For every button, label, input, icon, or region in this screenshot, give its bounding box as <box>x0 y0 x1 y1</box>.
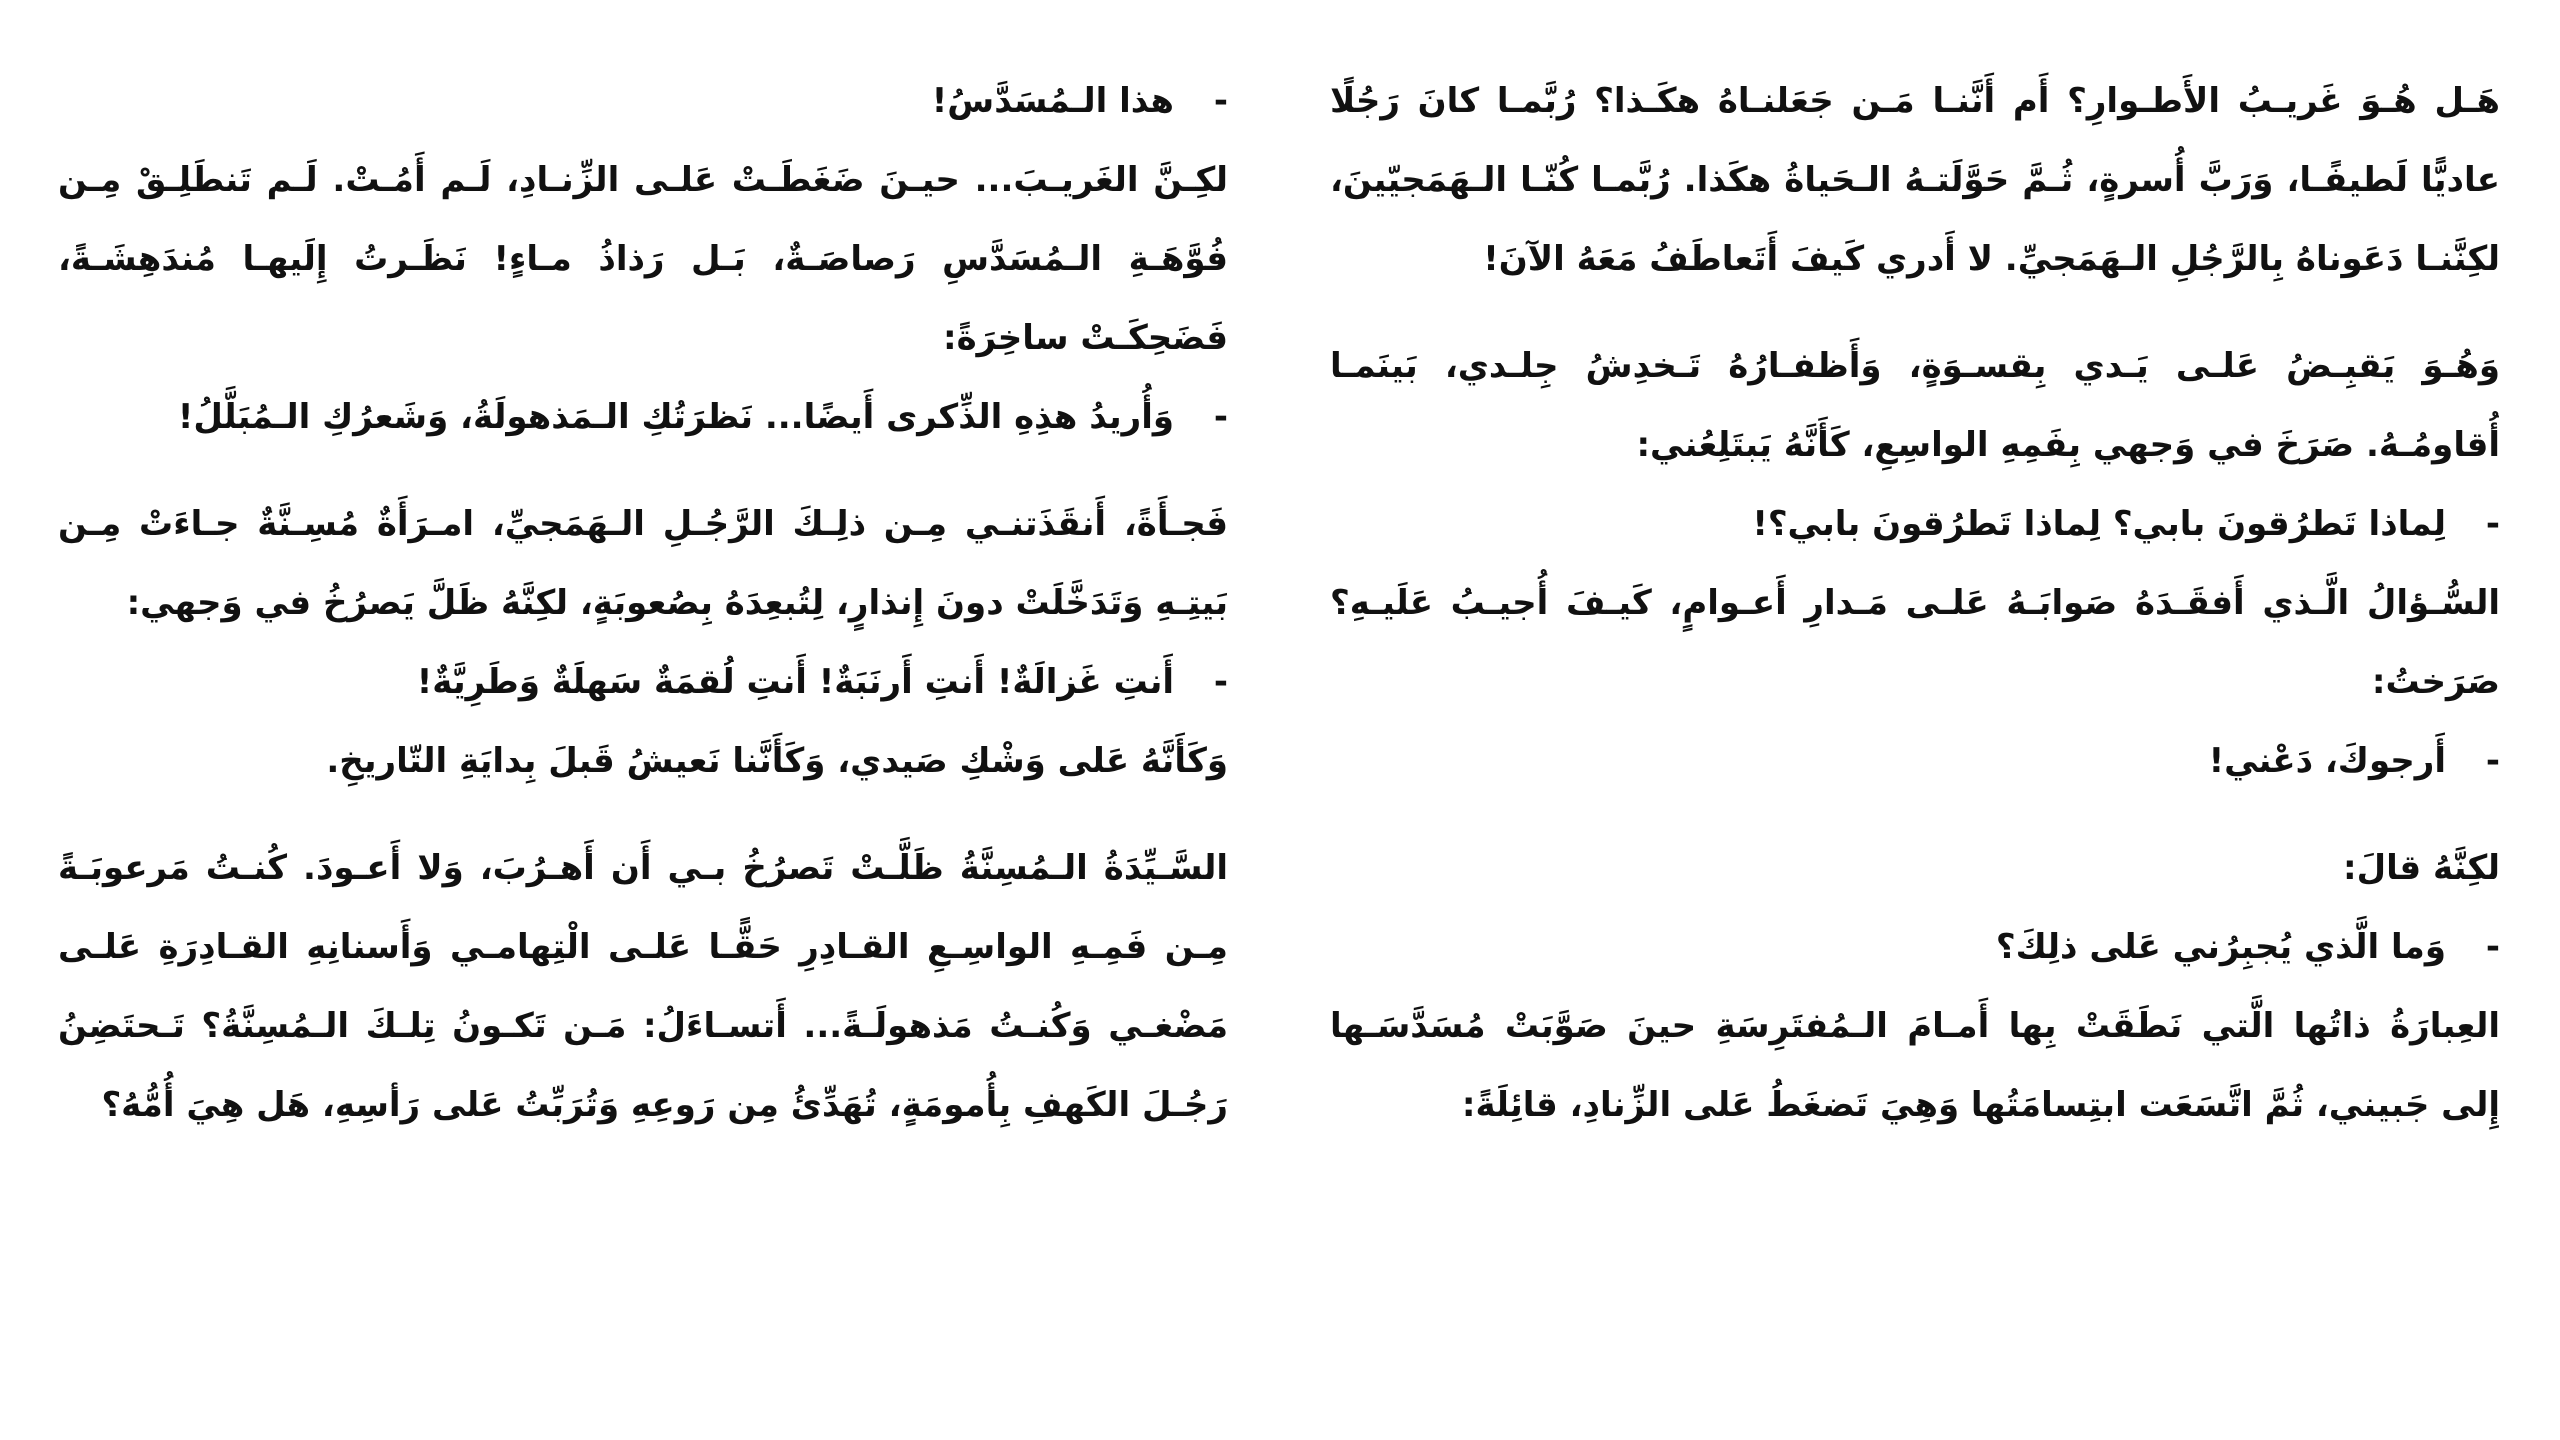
paragraph: السَّـيِّدَةُ الـمُسِنَّةُ ظَلَّـتْ تَصرُخُ بـي أَن أَهـرُبَ، وَلا أَعـودَ. كُنـتُ مَرعوبَـةً مِـن فَمِـهِ الواسِـعِ القـادِرِ حَقًّـا عَلـى الْتِهامـي وَأَسنانِهِ القـادِرَةِ عَلـى مَضْغـي وَكُنـتُ مَذهولَـةً... أَتسـاءَلُ: مَـن تَكـونُ تِلـكَ الـمُسِنَّةُ؟ تَـحتَضِنُ رَجُـلَ الكَهفِ بِأُمومَةٍ، تُهَدِّئُ مِن رَوعِهِ وَتُرَبِّتُ عَلى رَأسِهِ، هَل هِيَ أُمُّهُ؟ <box>58 848 1228 1125</box>
dialogue-line: - وَما الَّذي يُجبِرُني عَلى ذلِكَ؟ <box>1330 908 2500 987</box>
paragraph: لكِـنَّ الغَريـبَ... حيـنَ ضَغَطَـتْ عَلـى الزِّنـادِ، لَـم أَمُـتْ. لَـم تَنطَلِـقْ مِـن فُوَّهَـةِ الـمُسَدَّسِ رَصاصَـةٌ، بَـل رَذاذُ مـاءٍ! نَظَـرتُ إِلَيهـا مُندَهِشَـةً، فَضَحِكَـتْ ساخِرَةً: <box>58 160 1228 358</box>
dialogue-line: - هذا الـمُسَدَّسُ! <box>58 62 1228 141</box>
left-column <box>58 62 1228 1145</box>
paragraph: وَهُـوَ يَقبِـضُ عَلـى يَـدي بِقسـوَةٍ، وَأَظفـارُهُ تَـخدِشُ جِلـدي، بَينَمـا أُقاومُـهُ. صَرَخَ في وَجهي بِفَمِهِ الواسِعِ، كَأَنَّهُ يَبتَلِعُني: <box>1330 346 2500 465</box>
paragraph: السُّـؤالُ الَّـذي أَفقَـدَهُ صَوابَـهُ عَلـى مَـدارِ أَعـوامٍ، كَيـفَ أُجيـبُ عَلَيـهِ؟ صَرَختُ: <box>1330 583 2500 702</box>
paragraph: لكِنَّهُ قالَ: <box>2342 848 2500 888</box>
right-column <box>1330 62 2500 1145</box>
paragraph: وَكَأَنَّهُ عَلى وَشْكِ صَيدي، وَكَأَنَّنا نَعيشُ قَبلَ بِدايَةِ التّاريخِ. <box>326 741 1228 781</box>
dialogue-line: - وَأُريدُ هذِهِ الذِّكرى أَيضًا... نَظرَتُكِ الـمَذهولَةُ، وَشَعرُكِ الـمُبَلَّلُ! <box>58 378 1228 457</box>
paragraph: فَجـأَةً، أَنقَذَتنـي مِـن ذلِـكَ الرَّجُـلِ الـهَمَجيِّ، امـرَأَةٌ مُسِـنَّةٌ جـاءَتْ مِـن بَيتِـهِ وَتَدَخَّلَتْ دونَ إِنذارٍ، لِتُبعِدَهُ بِصُعوبَةٍ، لكِنَّهُ ظَلَّ يَصرُخُ في وَجهي: <box>58 504 1228 623</box>
dialogue-line: - أَنتِ غَزالَةٌ! أَنتِ أَرنَبَةٌ! أَنتِ لُقمَةٌ سَهلَةٌ وَطَرِيَّةٌ! <box>58 643 1228 722</box>
paragraph: هَـل هُـوَ غَريـبُ الأَطـوارِ؟ أَم أَنَّنـا مَـن جَعَلنـاهُ هكَـذا؟ رُبَّمـا كانَ رَجُلًا عاديًّا لَطيفًـا، وَرَبَّ أُسرةٍ، ثُـمَّ حَوَّلَتـهُ الـحَياةُ هكَذا. رُبَّمـا كُنّـا الـهَمَجيّينَ، لكِنَّنـا دَعَوناهُ بِالرَّجُلِ الـهَمَجيِّ. لا أَدري كَيفَ أَتَعاطَفُ مَعَهُ الآنَ! <box>1330 81 2500 279</box>
paragraph: العِبارَةُ ذاتُها الَّتي نَطَقَتْ بِها أَمـامَ الـمُفتَرِسَةِ حينَ صَوَّبَتْ مُسَدَّسَـها إِلى جَبيني، ثُمَّ اتَّسَعَت ابتِسامَتُها وَهِيَ تَضغَطُ عَلى الزِّنادِ، قائِلَةً: <box>1330 1006 2500 1125</box>
dialogue-line: - أَرجوكَ، دَعْني! <box>1330 722 2500 801</box>
dialogue-line: - لِماذا تَطرُقونَ بابي؟ لِماذا تَطرُقونَ بابي؟! <box>1330 485 2500 564</box>
